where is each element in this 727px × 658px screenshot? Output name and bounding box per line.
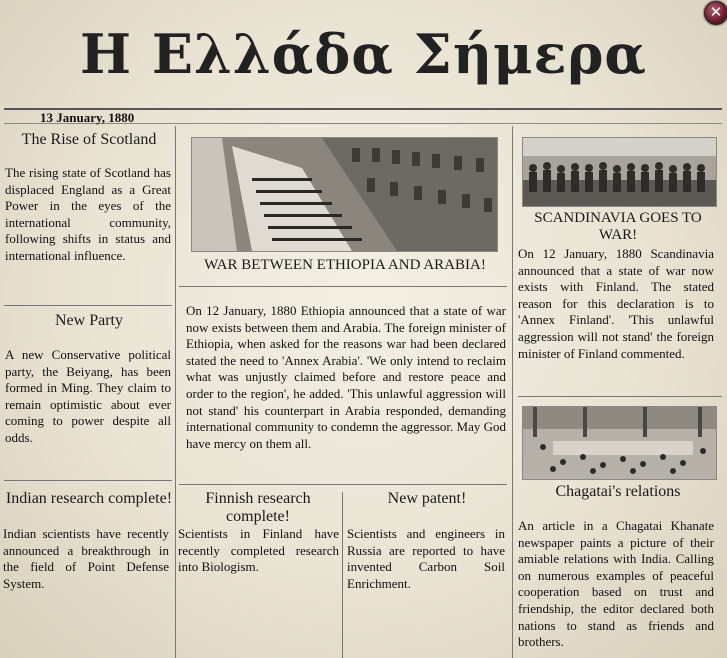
section-rule bbox=[4, 305, 172, 306]
article-headline: Chagatai's relations bbox=[555, 483, 681, 500]
article-body: The rising state of Scotland has displaced England as a Great Power in the eyes of the international community, following shifts in status and international influence. bbox=[5, 165, 171, 263]
article-headline: Finnish research complete! bbox=[205, 490, 311, 525]
article-headline: New patent! bbox=[387, 490, 467, 507]
article-headline: SCANDINAVIA GOES TO WAR! bbox=[534, 210, 702, 243]
article-body: An article in a Chagatai Khanate newspaper paints a picture of their amiable relations with India. Calling on numerous examples of peaceful cooperation based on trust and friendship, the editor declared both nations to stand as friends and brothers. bbox=[518, 518, 714, 650]
article-headline: New Party bbox=[55, 312, 123, 329]
lead-headline: WAR BETWEEN ETHIOPIA AND ARABIA! bbox=[204, 257, 486, 273]
article-headline: The Rise of Scotland bbox=[21, 131, 157, 148]
article-body: Scientists in Finland have recently completed research into Biologism. bbox=[178, 526, 339, 575]
section-rule bbox=[4, 480, 172, 481]
lead-photo-army-parade bbox=[191, 137, 498, 252]
photo-assembly-hall bbox=[522, 406, 717, 480]
section-rule bbox=[518, 396, 722, 397]
issue-date: 13 January, 1880 bbox=[40, 110, 135, 125]
article-headline: Indian research complete! bbox=[5, 490, 173, 507]
section-rule bbox=[179, 484, 507, 485]
close-icon[interactable]: ✕ bbox=[704, 1, 727, 25]
column-divider-left bbox=[175, 126, 176, 658]
newspaper-title: Η Ελλάδα Σήμερα bbox=[80, 22, 647, 86]
column-divider-center bbox=[342, 492, 343, 658]
section-rule bbox=[179, 286, 507, 287]
column-divider-right bbox=[512, 126, 513, 658]
article-body: Indian scientists have recently announced a breakthrough in the field of Point Defense System. bbox=[3, 526, 169, 591]
article-body: On 12 January, 1880 Scandinavia announced that a state of war now exists with Finland. The stated reason for this declaration is to 'Annex Finland'. 'This unlawful aggression will not stand' the foreign minister of Finland commented. bbox=[518, 246, 714, 361]
article-body: A new Conservative political party, the Beiyang, has been formed in Ming. They claim to remain optimistic about ever coming to power despite all odds. bbox=[5, 347, 171, 445]
lead-body: On 12 January, 1880 Ethiopia announced that a state of war now exists between them and Arabia. The foreign minister of Ethiopia, when asked for the reasons war had been declared stated the need to 'Annex Arabia'. 'We only intend to reclaim what was unjustly claimed before and restore peace and order to the region', he added. 'This unlawful aggression will not stand' his counterpart in Arabia responded, demanding international community to condemn the aggressor. May God have mercy on them all. bbox=[186, 303, 506, 451]
article-body: Scientists and engineers in Russia are reported to have invented Carbon Soil Enrichment. bbox=[347, 526, 505, 591]
photo-soldiers bbox=[522, 137, 717, 207]
